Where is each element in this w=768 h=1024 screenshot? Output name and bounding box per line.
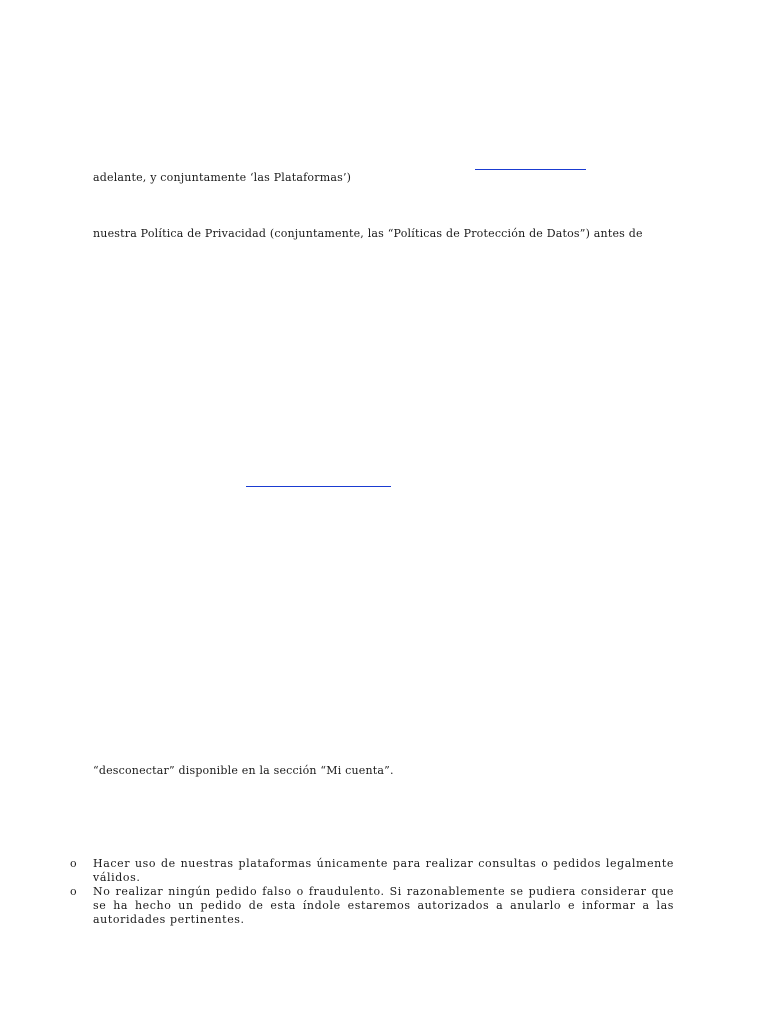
text-line-politica-privacidad: nuestra Política de Privacidad (conjuntamente, las “Políticas de Protección de Datos”) antes de	[93, 227, 643, 240]
bullet-list	[68, 857, 674, 927]
hyperlink-underline[interactable]	[246, 486, 391, 487]
list-item	[68, 857, 674, 885]
hyperlink-underline[interactable]	[475, 169, 586, 170]
text-line-plataformas: adelante, y conjuntamente ‘las Plataformas’)	[93, 171, 352, 184]
list-item	[68, 885, 674, 927]
list-item-text: Hacer uso de nuestras plataformas únicamente para realizar consultas o pedidos legalmente válidos.	[93, 857, 674, 884]
text-line-mi-cuenta: “desconectar” disponible en la sección “Mi cuenta”.	[93, 764, 394, 777]
list-item-text: No realizar ningún pedido falso o fraudulento. Si razonablemente se pudiera considerar que se ha hecho un pedido de esta índole estaremos autorizados a anularlo e informar a las autoridades pertinentes.	[93, 885, 674, 926]
bullet-marker-icon: o	[70, 885, 77, 898]
bullet-marker-icon: o	[70, 857, 77, 870]
